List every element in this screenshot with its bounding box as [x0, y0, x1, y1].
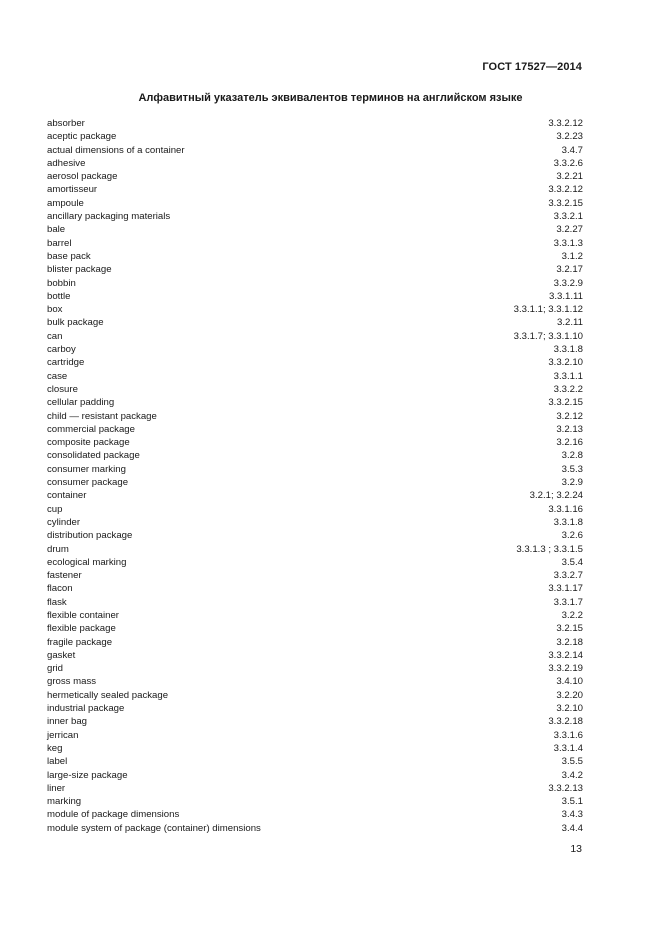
index-term: bobbin: [47, 277, 76, 289]
index-ref: 3.2.16: [556, 437, 583, 449]
index-ref: 3.2.2: [561, 609, 583, 621]
index-ref: 3.3.1.7: [553, 596, 583, 608]
index-ref: 3.4.7: [561, 144, 583, 156]
index-entry: [47, 715, 583, 728]
index-ref: 3.3.2.12: [548, 118, 583, 129]
index-ref: 3.2.23: [556, 131, 583, 143]
index-entry: [47, 343, 583, 356]
index-ref: 3.3.2.14: [548, 649, 583, 661]
index-term: cup: [47, 503, 63, 515]
index-entry: [47, 290, 583, 303]
index-term: drum: [47, 543, 69, 555]
index-term: absorber: [47, 118, 85, 129]
index-entry: [47, 303, 583, 316]
index-ref: 3.3.2.19: [548, 663, 583, 675]
index-entry: [47, 662, 583, 675]
index-ref: 3.2.8: [561, 450, 583, 462]
term-index-list: [47, 117, 583, 835]
index-ref: 3.2.12: [556, 410, 583, 422]
index-entry: [47, 503, 583, 516]
index-term: flacon: [47, 583, 73, 595]
index-title: Алфавитный указатель эквивалентов терминов на английском языке: [138, 92, 523, 104]
index-term: amortisseur: [47, 184, 98, 196]
index-term: barrel: [47, 237, 72, 249]
index-entry: [47, 808, 583, 821]
index-term: box: [47, 304, 63, 316]
index-ref: 3.2.15: [556, 623, 583, 635]
index-term: bale: [47, 224, 66, 236]
index-entry: [47, 569, 583, 582]
index-entry: [47, 117, 583, 130]
index-ref: 3.1.2: [561, 250, 583, 262]
index-ref: 3.3.1.11: [549, 290, 583, 302]
index-term: closure: [47, 383, 78, 395]
index-term: cylinder: [47, 516, 81, 528]
index-ref: 3.3.2.12: [548, 184, 583, 196]
index-ref: 3.4.4: [561, 822, 583, 834]
index-ref: 3.3.1.17: [548, 583, 583, 595]
index-ref: 3.3.1.3: [553, 237, 583, 249]
index-entry: [47, 144, 583, 157]
index-entry: [47, 223, 583, 236]
index-term: container: [47, 490, 87, 502]
index-entry: [47, 822, 583, 835]
index-ref: 3.3.2.18: [548, 716, 583, 728]
index-term: fragile package: [47, 636, 113, 648]
page-number: 13: [570, 843, 582, 855]
index-term: case: [47, 370, 68, 382]
index-entry: [47, 183, 583, 196]
index-term: industrial package: [47, 703, 125, 715]
index-ref: 3.2.1; 3.2.24: [529, 490, 583, 502]
index-entry: [47, 316, 583, 329]
index-term: child — resistant package: [47, 410, 157, 422]
index-entry: [47, 795, 583, 808]
index-entry: [47, 436, 583, 449]
index-entry: [47, 609, 583, 622]
index-entry: [47, 396, 583, 409]
index-entry: [47, 622, 583, 635]
index-term: grid: [47, 663, 63, 675]
index-term: inner bag: [47, 716, 88, 728]
index-term: adhesive: [47, 157, 86, 169]
index-entry: [47, 130, 583, 143]
index-ref: 3.2.11: [557, 317, 583, 329]
index-ref: 3.2.10: [556, 703, 583, 715]
index-entry: [47, 383, 583, 396]
index-term: blister package: [47, 264, 112, 276]
index-ref: 3.5.1: [561, 796, 583, 808]
index-term: gross mass: [47, 676, 97, 688]
index-ref: 3.3.2.6: [553, 157, 583, 169]
index-term: module of package dimensions: [47, 809, 180, 821]
index-entry: [47, 463, 583, 476]
index-entry: [47, 449, 583, 462]
index-term: gasket: [47, 649, 76, 661]
index-entry: [47, 330, 583, 343]
index-entry: [47, 755, 583, 768]
index-term: cellular padding: [47, 397, 115, 409]
index-ref: 3.3.1.3 ; 3.3.1.5: [516, 543, 583, 555]
index-ref: 3.3.1.1: [553, 370, 583, 382]
index-term: ecological marking: [47, 556, 127, 568]
index-entry: [47, 263, 583, 276]
index-ref: 3.2.27: [556, 224, 583, 236]
index-term: can: [47, 330, 63, 342]
index-ref: 3.5.4: [561, 556, 583, 568]
index-term: bulk package: [47, 317, 104, 329]
index-ref: 3.4.3: [561, 809, 583, 821]
index-term: ancillary packaging materials: [47, 211, 171, 223]
index-entry: [47, 277, 583, 290]
index-entry: [47, 702, 583, 715]
index-term: marking: [47, 796, 82, 808]
index-term: actual dimensions of a container: [47, 144, 185, 156]
index-term: fastener: [47, 570, 82, 582]
index-ref: 3.3.1.6: [553, 729, 583, 741]
index-entry: [47, 356, 583, 369]
index-ref: 3.3.2.9: [553, 277, 583, 289]
index-entry: [47, 516, 583, 529]
index-ref: 3.4.2: [561, 769, 583, 781]
index-entry: [47, 250, 583, 263]
index-ref: 3.3.2.2: [553, 383, 583, 395]
index-ref: 3.3.2.1: [553, 211, 583, 223]
index-ref: 3.2.9: [561, 477, 583, 489]
index-ref: 3.3.1.7; 3.3.1.10: [513, 330, 583, 342]
index-ref: 3.2.18: [556, 636, 583, 648]
index-term: consumer marking: [47, 463, 126, 475]
index-term: keg: [47, 742, 63, 754]
index-ref: 3.3.1.4: [553, 742, 583, 754]
index-entry: [47, 636, 583, 649]
index-term: ampoule: [47, 197, 84, 209]
index-ref: 3.2.17: [556, 264, 583, 276]
index-term: bottle: [47, 290, 71, 302]
index-entry: [47, 370, 583, 383]
index-term: flask: [47, 596, 67, 608]
index-entry: [47, 742, 583, 755]
index-term: composite package: [47, 437, 130, 449]
index-entry: [47, 675, 583, 688]
document-code: ГОСТ 17527—2014: [482, 61, 582, 73]
index-term: label: [47, 756, 68, 768]
index-entry: [47, 689, 583, 702]
index-term: base pack: [47, 250, 91, 262]
index-entry: [47, 769, 583, 782]
index-ref: 3.2.21: [556, 171, 583, 183]
index-term: distribution package: [47, 530, 133, 542]
index-entry: [47, 582, 583, 595]
index-entry: [47, 529, 583, 542]
index-ref: 3.3.1.8: [553, 516, 583, 528]
index-entry: [47, 556, 583, 569]
index-term: aceptic package: [47, 131, 117, 143]
index-entry: [47, 170, 583, 183]
index-term: hermetically sealed package: [47, 689, 169, 701]
index-ref: 3.5.5: [561, 756, 583, 768]
index-ref: 3.3.1.16: [548, 503, 583, 515]
index-entry: [47, 476, 583, 489]
index-term: carboy: [47, 344, 76, 356]
index-term: consolidated package: [47, 450, 140, 462]
index-ref: 3.4.10: [556, 676, 583, 688]
index-entry: [47, 649, 583, 662]
index-ref: 3.3.2.15: [548, 197, 583, 209]
index-entry: [47, 197, 583, 210]
index-ref: 3.3.2.15: [548, 397, 583, 409]
index-ref: 3.2.6: [561, 530, 583, 542]
index-ref: 3.3.1.1; 3.3.1.12: [513, 304, 583, 316]
index-entry: [47, 596, 583, 609]
index-term: consumer package: [47, 477, 129, 489]
index-entry: [47, 543, 583, 556]
index-term: module system of package (container) dimensions: [47, 822, 261, 834]
index-ref: 3.5.3: [561, 463, 583, 475]
index-entry: [47, 237, 583, 250]
index-term: liner: [47, 782, 66, 794]
index-entry: [47, 210, 583, 223]
index-entry: [47, 157, 583, 170]
index-term: flexible container: [47, 609, 119, 621]
index-ref: 3.3.1.8: [553, 344, 583, 356]
index-ref: 3.3.2.13: [548, 782, 583, 794]
index-ref: 3.2.20: [556, 689, 583, 701]
index-term: cartridge: [47, 357, 85, 369]
index-term: jerrican: [47, 729, 79, 741]
index-entry: [47, 782, 583, 795]
index-ref: 3.3.2.10: [548, 357, 583, 369]
index-entry: [47, 729, 583, 742]
index-term: aerosol package: [47, 171, 118, 183]
index-ref: 3.3.2.7: [553, 570, 583, 582]
index-term: commercial package: [47, 423, 135, 435]
index-entry: [47, 410, 583, 423]
index-entry: [47, 489, 583, 502]
index-entry: [47, 423, 583, 436]
index-ref: 3.2.13: [556, 423, 583, 435]
index-term: flexible package: [47, 623, 116, 635]
index-term: large-size package: [47, 769, 128, 781]
